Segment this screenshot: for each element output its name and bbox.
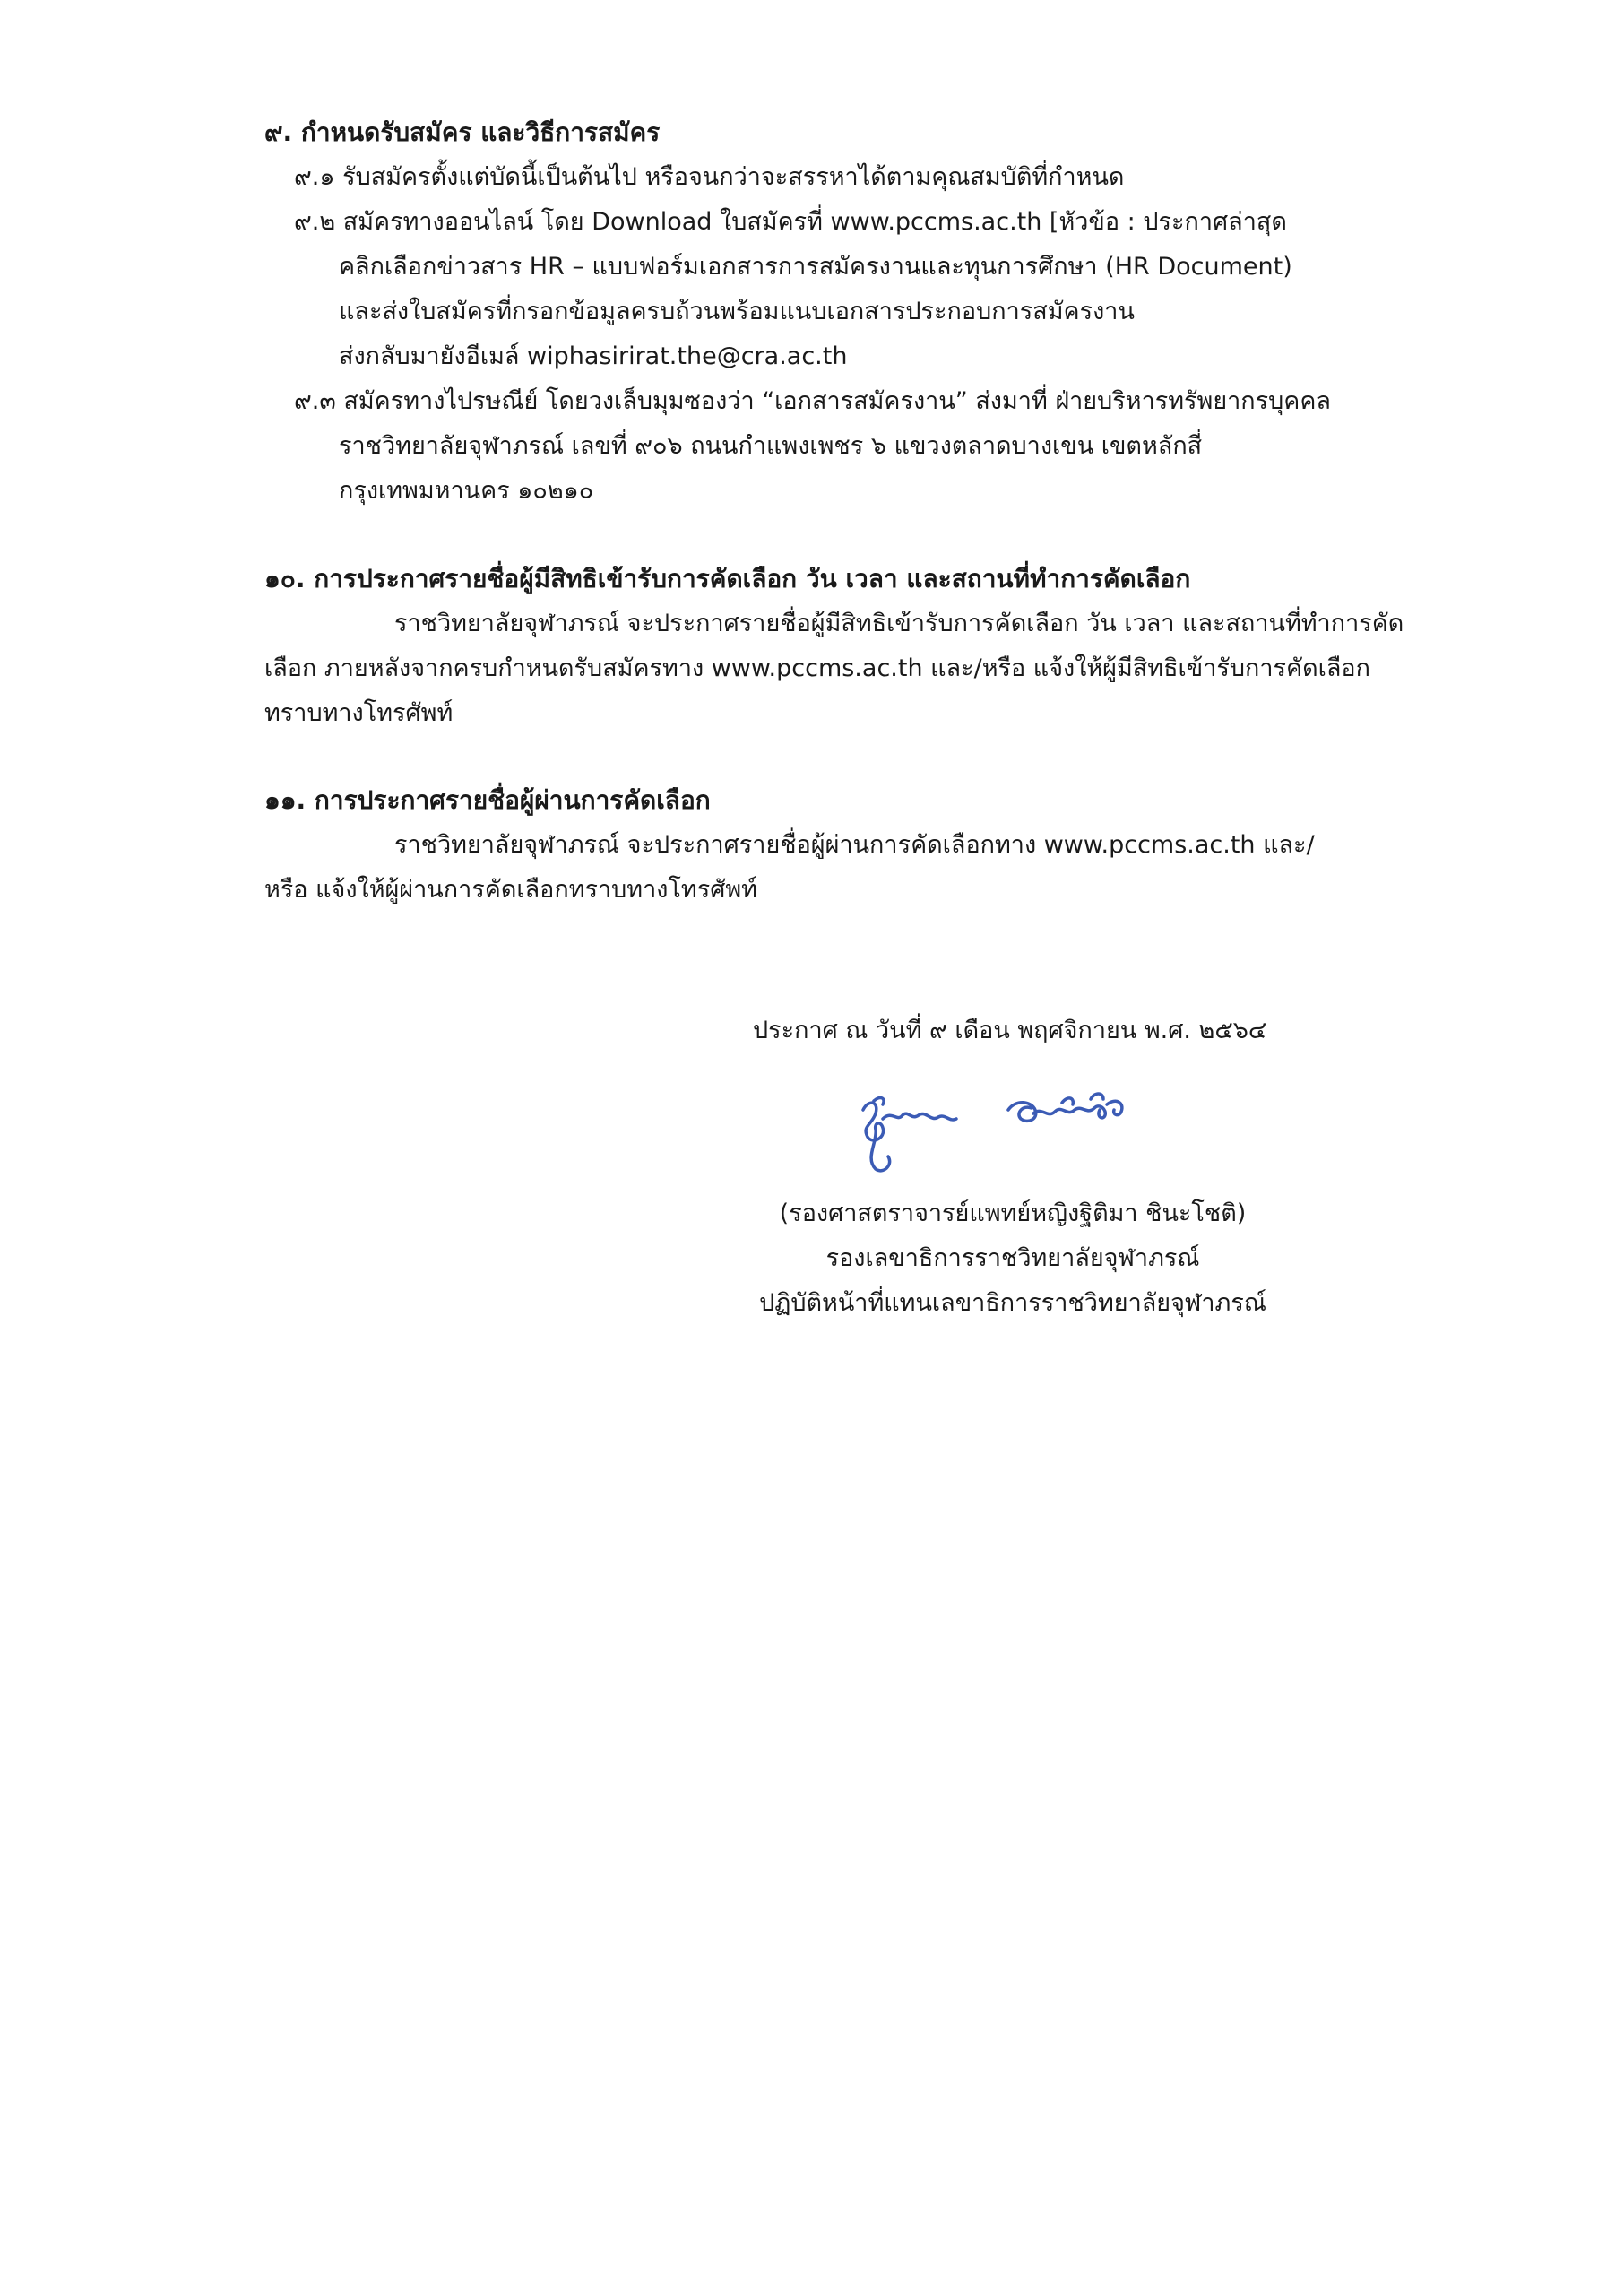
section-9-item-2-line-3: และส่งใบสมัครที่กรอกข้อมูลครบถ้วนพร้อมแนบเอกสารประกอบการสมัครงาน	[339, 298, 1135, 325]
handwritten-signature	[856, 1083, 1152, 1177]
section-9-item-2-line-2: คลิกเลือกข่าวสาร HR – แบบฟอร์มเอกสารการสมัครงานและทุนการศึกษา (HR Document)	[339, 253, 1292, 281]
announcement-date: ประกาศ ณ วันที่ ๙ เดือน พฤศจิกายน พ.ศ. ๒๕๖๔	[753, 1017, 1267, 1044]
section-10-heading: ๑๐. การประกาศรายชื่อผู้มีสิทธิเข้ารับการคัดเลือก วัน เวลา และสถานที่ทำการคัดเลือก	[264, 564, 1191, 593]
section-11-line-2: หรือ แจ้งให้ผู้ผ่านการคัดเลือกทราบทางโทรศัพท์	[264, 876, 757, 904]
section-9-item-2-line-4: ส่งกลับมายังอีเมล์ wiphasirirat.the@cra.ac.th	[339, 342, 848, 370]
section-10-line-3: ทราบทางโทรศัพท์	[264, 699, 454, 727]
section-9-item-1: ๙.๑ รับสมัครตั้งแต่บัดนี้เป็นต้นไป หรือจนกว่าจะสรรหาได้ตามคุณสมบัติที่กำหนด	[294, 163, 1125, 191]
section-10-line-2: เลือก ภายหลังจากครบกำหนดรับสมัครทาง www.pccms.ac.th และ/หรือ แจ้งให้ผู้มีสิทธิเข้ารับการคัดเลือก	[264, 654, 1370, 682]
signatory-title-2: ปฏิบัติหน้าที่แทนเลขาธิการราชวิทยาลัยจุฬาภรณ์	[759, 1289, 1266, 1317]
section-9-heading: ๙. กำหนดรับสมัคร และวิธีการสมัคร	[264, 117, 661, 147]
section-9-item-3-line-3: กรุงเทพมหานคร ๑๐๒๑๐	[339, 477, 594, 505]
signatory-name: (รองศาสตราจารย์แพทย์หญิงฐิติมา ชินะโชติ)	[779, 1199, 1247, 1227]
section-9-item-3-line-2: ราชวิทยาลัยจุฬาภรณ์ เลขที่ ๙๐๖ ถนนกำแพงเพชร ๖ แขวงตลาดบางเขน เขตหลักสี่	[339, 432, 1203, 460]
section-10-line-1: ราชวิทยาลัยจุฬาภรณ์ จะประกาศรายชื่อผู้มีสิทธิเข้ารับการคัดเลือก วัน เวลา และสถานที่ทำการคัด	[394, 610, 1404, 637]
signatory-title-1: รองเลขาธิการราชวิทยาลัยจุฬาภรณ์	[825, 1244, 1200, 1272]
section-11-heading: ๑๑. การประกาศรายชื่อผู้ผ่านการคัดเลือก	[264, 785, 711, 815]
section-11-line-1: ราชวิทยาลัยจุฬาภรณ์ จะประกาศรายชื่อผู้ผ่านการคัดเลือกทาง www.pccms.ac.th และ/	[394, 831, 1315, 859]
section-9-item-2-line-1: ๙.๒ สมัครทางออนไลน์ โดย Download ใบสมัครที่ www.pccms.ac.th [หัวข้อ : ประกาศล่าสุด	[294, 208, 1287, 236]
section-9-item-3-line-1: ๙.๓ สมัครทางไปรษณีย์ โดยวงเล็บมุมซองว่า “เอกสารสมัครงาน” ส่งมาที่ ฝ่ายบริหารทรัพยากรบุคคล	[294, 387, 1331, 415]
